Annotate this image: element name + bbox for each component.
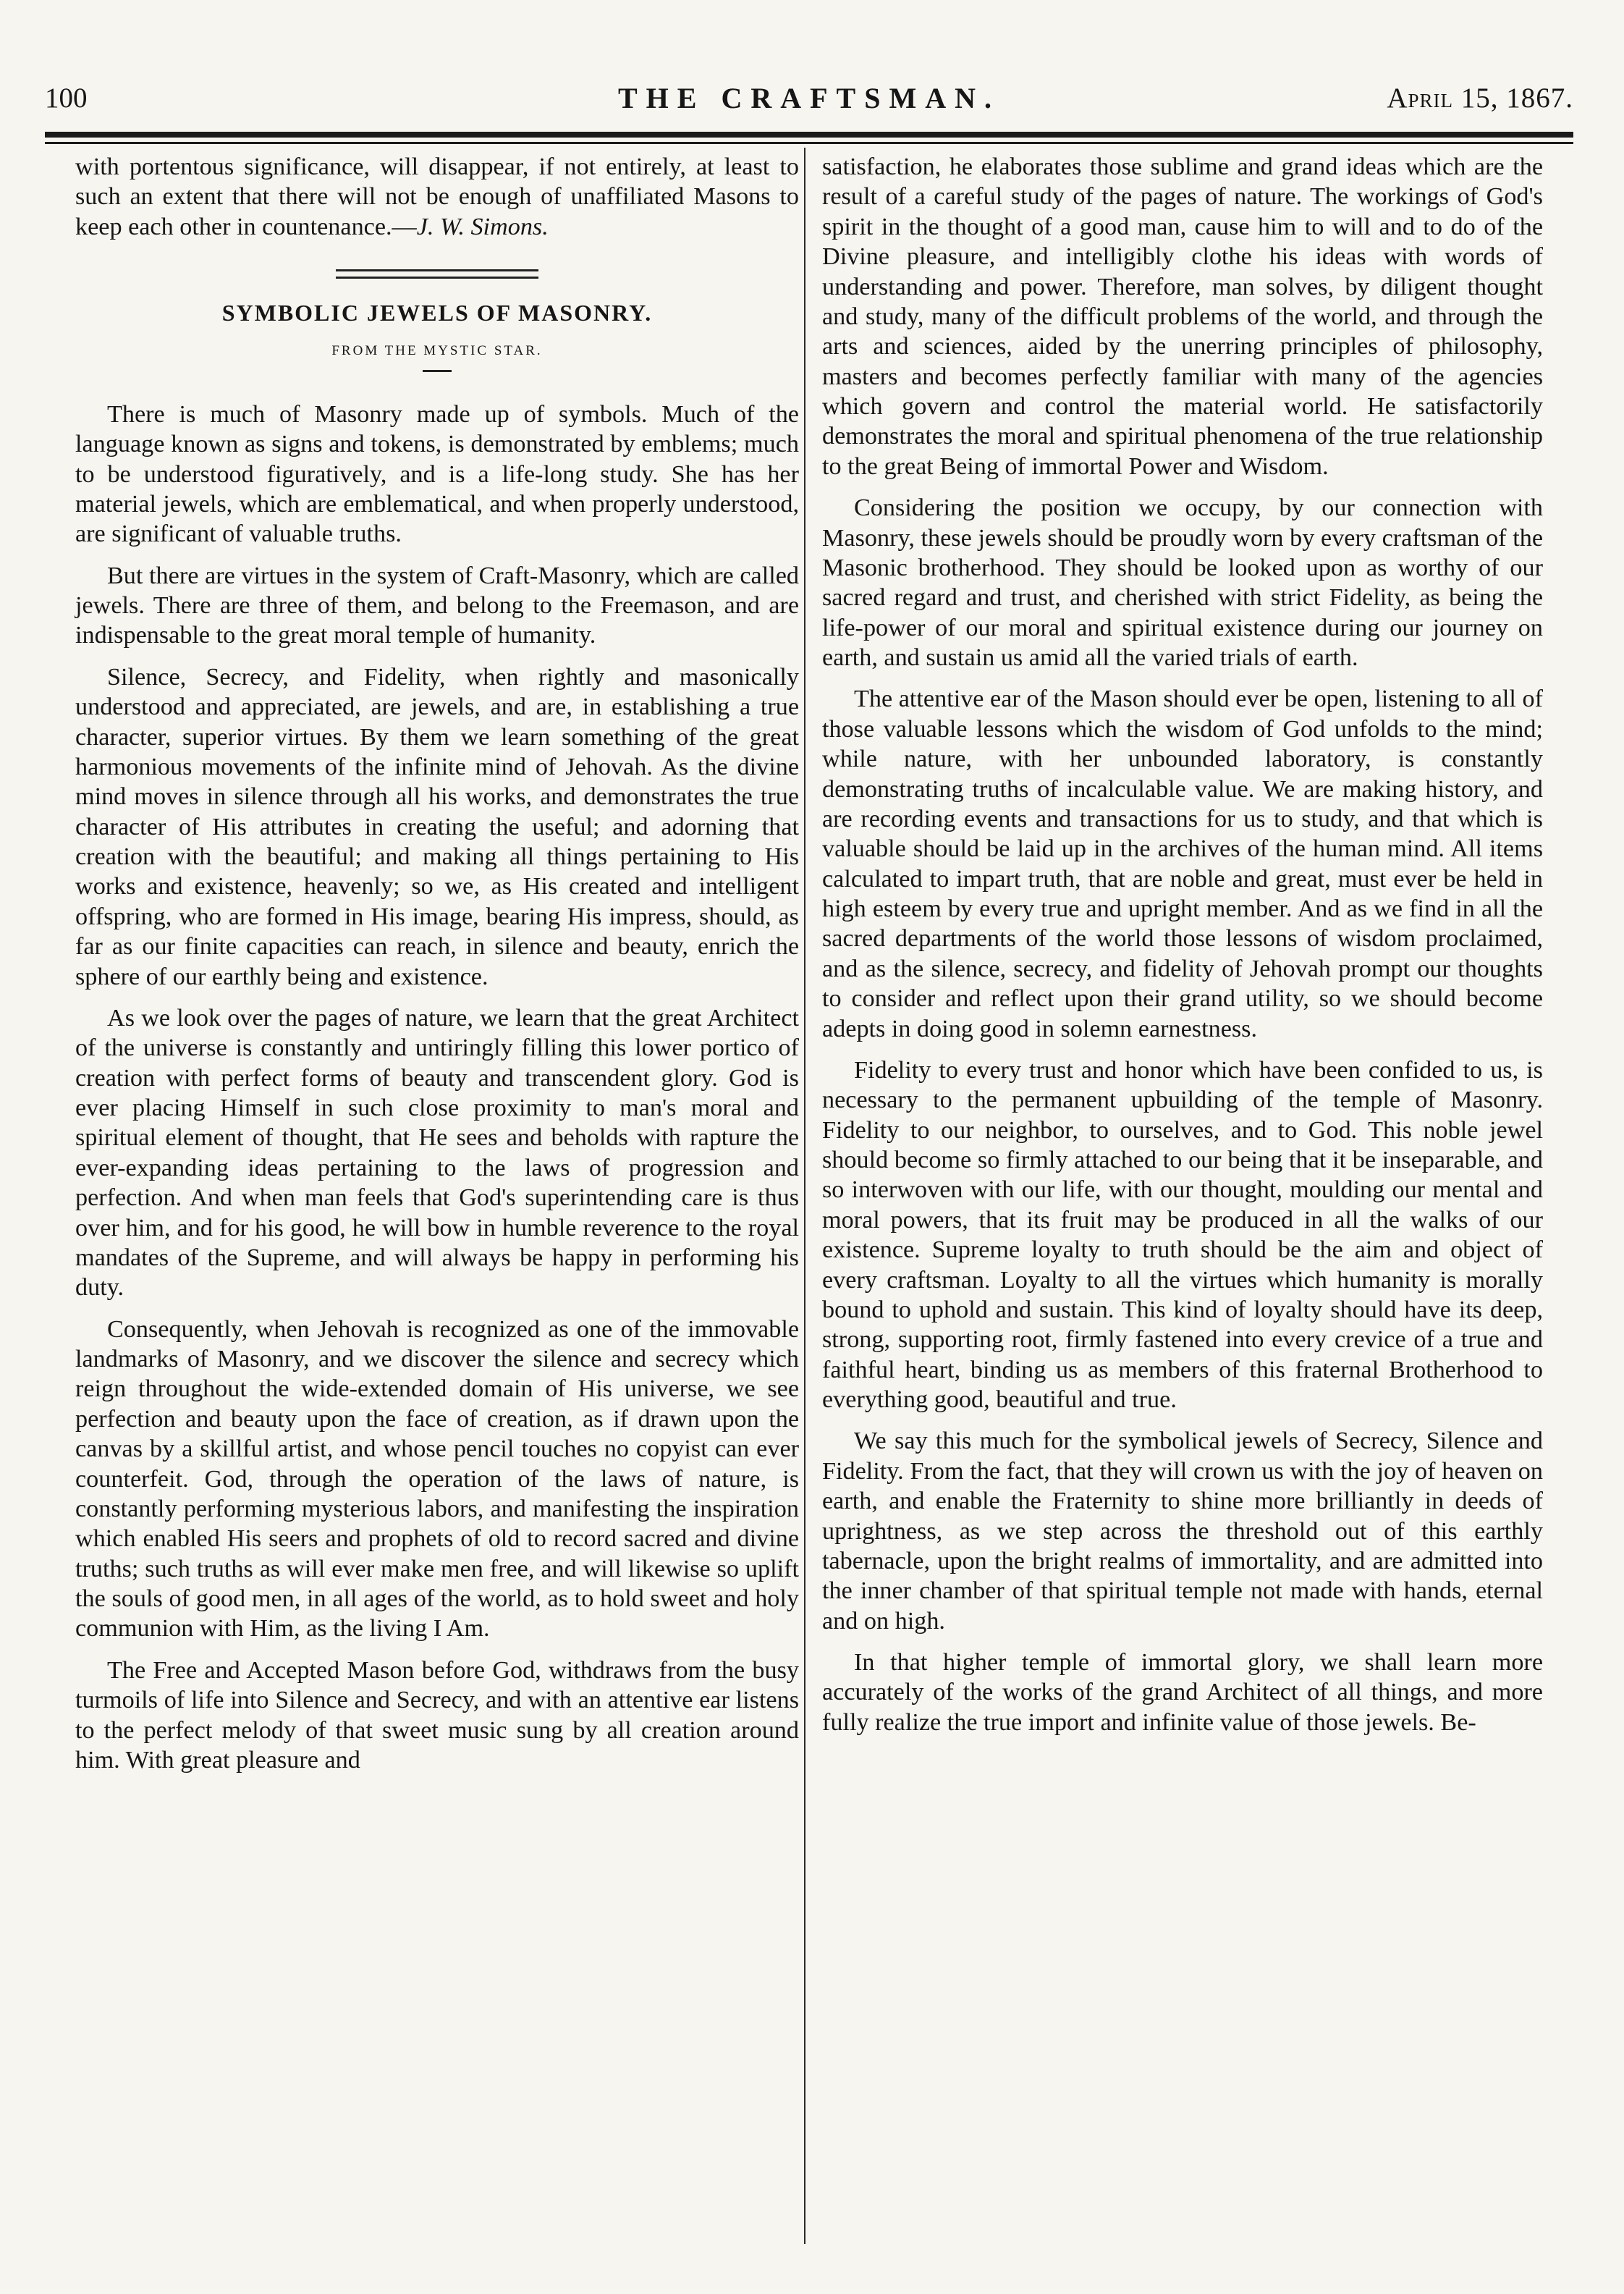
paragraph: Considering the position we occupy, by our connection with Masonry, these jewels should be proudly worn by every craftsman of the Masonic brotherhood. They should be looked upon as worthy of our sacred regard and trust, and cherished with strict Fidelity, as being the life-power of our moral and spiritual existence during our journey on earth, and sustain us amid all the varied trials of earth. (822, 494, 1543, 671)
intro-attribution: J. W. Simons. (416, 213, 549, 240)
title-rule (423, 370, 452, 372)
paragraph: The Free and Accepted Mason before God, withdraws from the busy turmoils of life into Silence and Secrecy, and with an attentive ear listens to the perfect melody of that sweet music sung by all creation around him. With great pleasure and (75, 1656, 799, 1774)
paragraph: Silence, Secrecy, and Fidelity, when rightly and masonically understood and appreciated, are jewels, and are, in establishing a true character, superior virtues. By them we learn something of the great harmonious movements of the infinite mind of Jehovah. As the divine mind moves in silence through all his works, and demonstrates the true character of His attributes in creating the useful; and adorning that creation with the beautiful; and making all things pertaining to His works and existence, heavenly; so we, as His created and intelligent offspring, who are formed in His image, bearing His impress, should, as far as our finite capacities can reach, in silence and beauty, enrich the sphere of our earthly being and existence. (75, 663, 799, 990)
paragraph: satisfaction, he elaborates those sublime and grand ideas which are the result of a careful study of the pages of nature. The workings of God's spirit in the thought of a good man, cause him to will and to do of the Divine pleasure, and intelligibly clothe his ideas with words of understanding and power. Therefore, man solves, by diligent thought and study, many of the difficult problems of the world, and through the arts and sciences, aided by the unerring principles of philosophy, masters and becomes perfectly familiar with many of the agencies which govern and control the material world. He satisfactorily demonstrates the moral and spiritual phenomena of the true relationship to the great Being of immortal Power and Wisdom. (822, 153, 1543, 480)
journal-title: THE CRAFTSMAN. (617, 82, 1001, 114)
intro-paragraph (75, 152, 799, 242)
article-title: SYMBOLIC JEWELS OF MASONRY. (221, 300, 653, 326)
section-ornament (336, 269, 538, 279)
right-column (822, 152, 1543, 1749)
left-column (75, 152, 799, 1787)
paragraph: Consequently, when Jehovah is recognized as one of the immovable landmarks of Masonry, and we discover the silence and secrecy which reign throughout the wide-extended domain of His universe, we see perfection and beauty upon the face of creation, as if drawn upon the canvas by a skillful artist, and whose pencil touches no copyist can ever counterfeit. God, through the operation of the laws of nature, is constantly performing mysterious labors, and manifesting the inspiration which enabled His seers and prophets of old to record sacred and divine truths; such truths as will ever make men free, and will likewise so uplift the souls of good men, in all ages of the world, as to hold sweet and holy communion with Him, as the living I Am. (75, 1315, 799, 1643)
header-rule-thin (45, 142, 1573, 144)
paragraph: But there are virtues in the system of Craft-Masonry, which are called jewels. There are three of them, and belong to the Freemason, and are indispensable to the great moral temple of humanity. (75, 562, 799, 649)
page-number: 100 (45, 83, 88, 114)
article-source: FROM THE MYSTIC STAR. (331, 342, 543, 358)
paragraph: Fidelity to every trust and honor which have been confided to us, is necessary to the permanent upbuilding of the temple of Masonry. Fidelity to our neighbor, to ourselves, and to God. This noble jewel should become so firmly attached to our being that it be inseparable, and so interwoven with our life, with our thought, moulding our mental and moral powers, that its fruit may be produced in all the walks of our existence. Supreme loyalty to truth should be the aim and object of every craftsman. Loyalty to all the virtues which humanity is morally bound to uphold and sustain. This kind of loyalty should have its deep, strong, supporting root, firmly fastened into every crevice of a true and faithful heart, binding us as members of this fraternal Brotherhood to everything good, beautiful and true. (822, 1056, 1543, 1413)
issue-date: April 15, 1867. (1387, 83, 1573, 114)
page-header (45, 77, 1573, 120)
paragraph: In that higher temple of immortal glory, we shall learn more accurately of the works of the grand Architect of all things, and more fully realize the true import and infinite value of those jewels. Be- (822, 1649, 1543, 1736)
header-rule-thick (45, 132, 1573, 138)
column-divider (804, 148, 805, 2244)
paragraph: The attentive ear of the Mason should ever be open, listening to all of those valuable lessons which the wisdom of God unfolds to the mind; while nature, with her unbounded laboratory, is constantly demonstrating truths of incalculable value. We are making history, and are recording events and transactions for us to study, and that which is valuable should be laid up in the archives of the human mind. All items calculated to impart truth, that are noble and great, must ever be held in high esteem by every true and upright member. And as we find in all the sacred departments of the world those lessons of wisdom proclaimed, and as the silence, secrecy, and fidelity of Jehovah prompt our thoughts to consider and reflect upon their grand utility, so we should become adepts in doing good in solemn earnestness. (822, 686, 1543, 1042)
paragraph: As we look over the pages of nature, we learn that the great Architect of the universe is constantly and untiringly filling this lower portico of creation with perfect forms of beauty and transcendent glory. God is ever placing Himself in such close proximity to man's moral and spiritual element of thought, that He sees and beholds with rapture the ever-expanding ideas pertaining to the laws of progression and perfection. And when man feels that God's superintending care is thus over him, and for his good, he will bow in humble reverence to the royal mandates of the Supreme, and will always be happy in performing his duty. (75, 1004, 799, 1302)
intro-text: with portentous significance, will disappear, if not entirely, at least to such an extent that there will not be enough of unaffiliated Masons to keep each other in countenance.— (75, 153, 799, 240)
paragraph: There is much of Masonry made up of symbols. Much of the language known as signs and tokens, is demonstrated by emblems; much to be understood figuratively, and is a life-long study. She has her material jewels, which are emblematical, and when properly understood, are significant of valuable truths. (75, 400, 799, 548)
paragraph: We say this much for the symbolical jewels of Secrecy, Silence and Fidelity. From the fact, that they will crown us with the joy of heaven on earth, and enable the Fraternity to shine more brilliantly in deeds of uprightness, as we step across the threshold out of this earthly tabernacle, upon the bright realms of immortality, and are admitted into the inner chamber of that spiritual temple not made with hands, eternal and on high. (822, 1428, 1543, 1635)
